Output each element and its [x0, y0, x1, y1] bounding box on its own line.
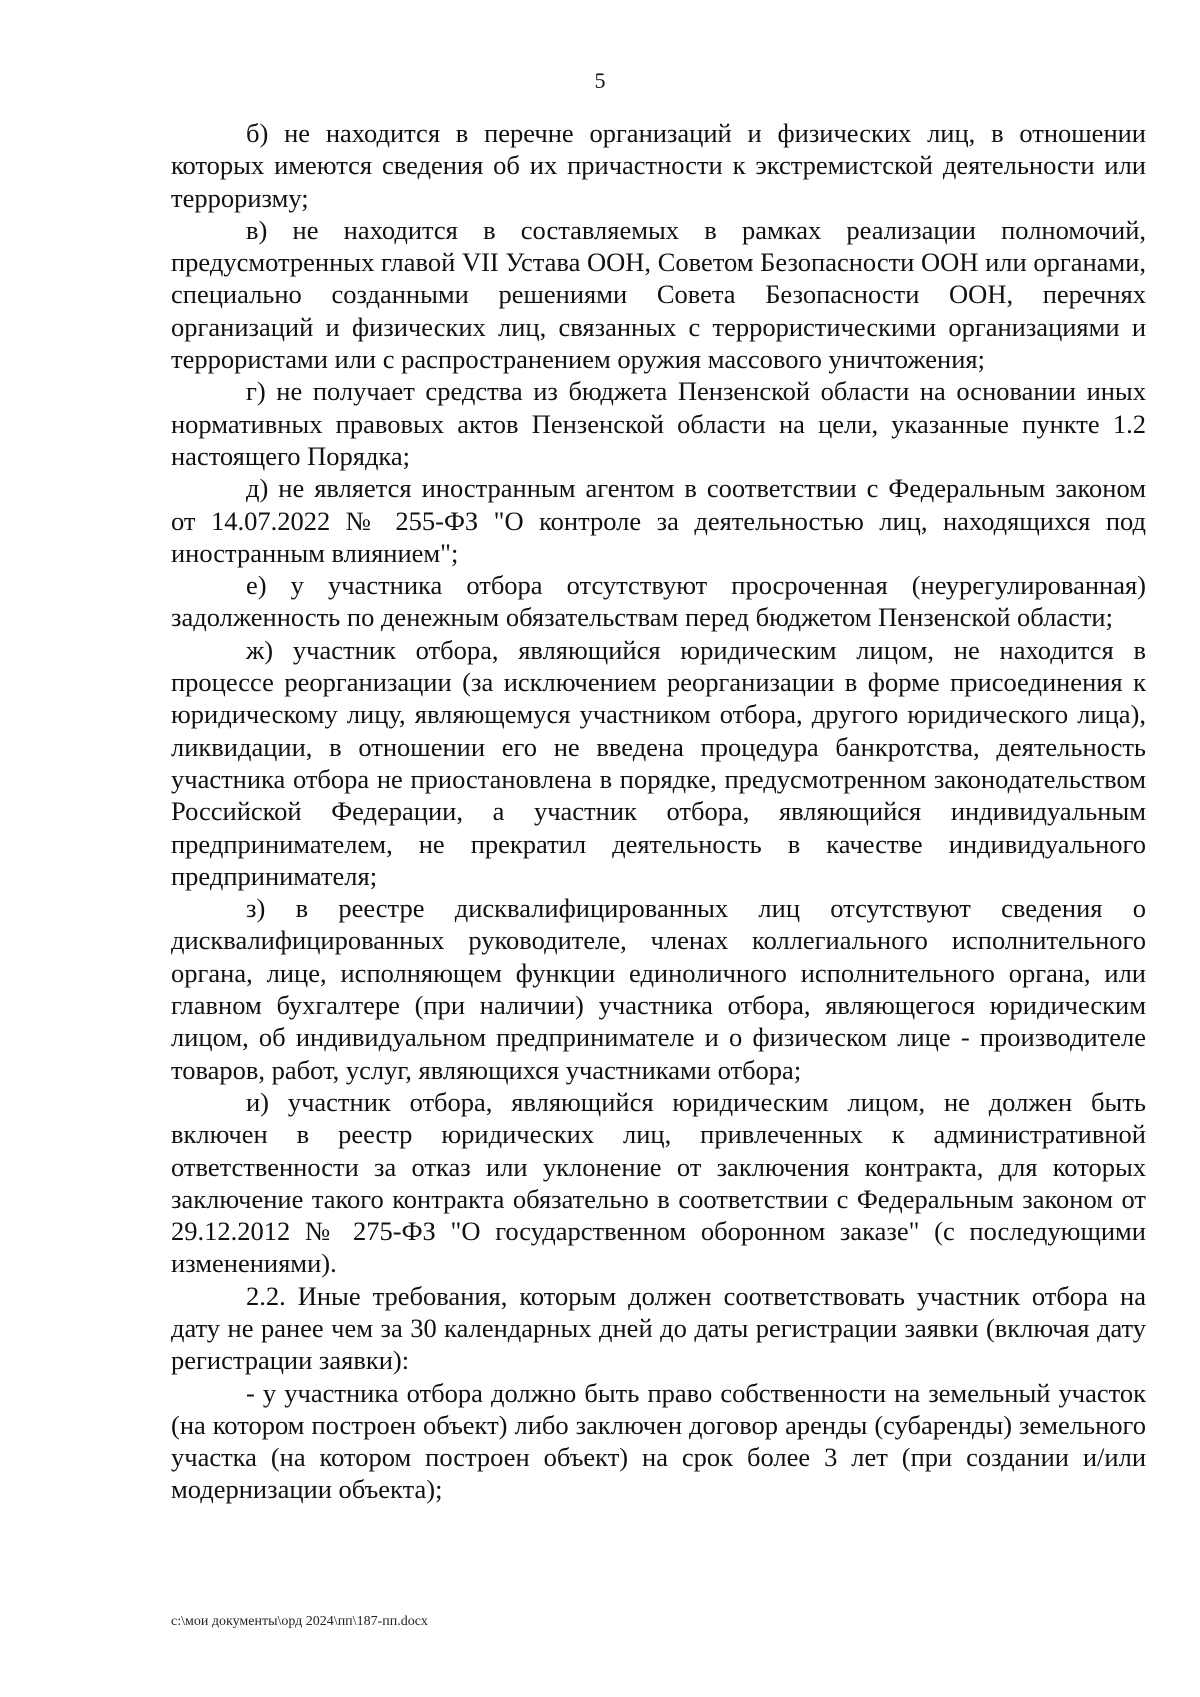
paragraph-d: д) не является иностранным агентом в соответствии с Федеральным законом от 14.07.2022 № 255-ФЗ "О контроле за деятельностью лиц, находящихся под иностранным влиянием";: [171, 473, 1146, 568]
paragraph-zh: ж) участник отбора, являющийся юридическим лицом, не находится в процессе реорганизации (за исключением реорганизации в форме присоединения к юридическому лицу, являющемуся участником отбора, другого юридического лица), ликвидации, в отношении его не введена процедура банкротства, деятельность участника отбора не приостановлена в порядке, предусмотренном законодательством Российской Федерации, а участник отбора, являющийся индивидуальным предпринимателем, не прекратил деятельность в качестве индивидуального предпринимателя;: [171, 634, 1146, 891]
paragraph-land-right: - у участника отбора должно быть право собственности на земельный участок (на котором построен объект) либо заключен договор аренды (субаренды) земельного участка (на котором построен объект) на срок более 3 лет (при создании и/или модернизации объекта);: [171, 1377, 1146, 1505]
paragraph-2-2: 2.2. Иные требования, которым должен соответствовать участник отбора на дату не ранее чем за 30 календарных дней до даты регистрации заявки (включая дату регистрации заявки):: [171, 1280, 1146, 1376]
footer-file-path: c:\мои документы\орд 2024\пп\187-пп.docx: [171, 1614, 428, 1629]
paragraph-z: з) в реестре дисквалифицированных лиц отсутствуют сведения о дисквалифицированных руководителе, членах коллегиального исполнительного органа, лице, исполняющем функции единоличного исполнительного органа, или главном бухгалтере (при наличии) участника отбора, являющегося юридическим лицом, об индивидуальном предпринимателе и о физическом лице - производителе товаров, работ, услуг, являющихся участниками отбора;: [171, 893, 1146, 1085]
paragraph-v: в) не находится в составляемых в рамках реализации полномочий, предусмотренных главой VII Устава ООН, Советом Безопасности ООН или органами, специально созданными решениями Совета Безопасности ООН, перечнях организаций и физических лиц, связанных с террористическими организациями и террористами или с распространением оружия массового уничтожения;: [171, 214, 1146, 375]
paragraph-e: е) у участника отбора отсутствуют просроченная (неурегулированная) задолженность по денежным обязательствам перед бюджетом Пензенской области;: [171, 570, 1146, 633]
document-body: [171, 117, 1146, 1506]
page-number: 5: [594, 68, 606, 93]
paragraph-i: и) участник отбора, являющийся юридическим лицом, не должен быть включен в реестр юридических лиц, привлеченных к административной ответственности за отказ или уклонение от заключения контракта, для которых заключение такого контракта обязательно в соответствии с Федеральным законом от 29.12.2012 № 275-ФЗ "О государственном оборонном заказе" (с последующими изменениями).: [171, 1086, 1146, 1279]
paragraph-b: б) не находится в перечне организаций и физических лиц, в отношении которых имеются сведения об их причастности к экстремистской деятельности или терроризму;: [171, 118, 1146, 213]
paragraph-g: г) не получает средства из бюджета Пензенской области на основании иных нормативных правовых актов Пензенской области на цели, указанные пункте 1.2 настоящего Порядка;: [171, 376, 1146, 471]
